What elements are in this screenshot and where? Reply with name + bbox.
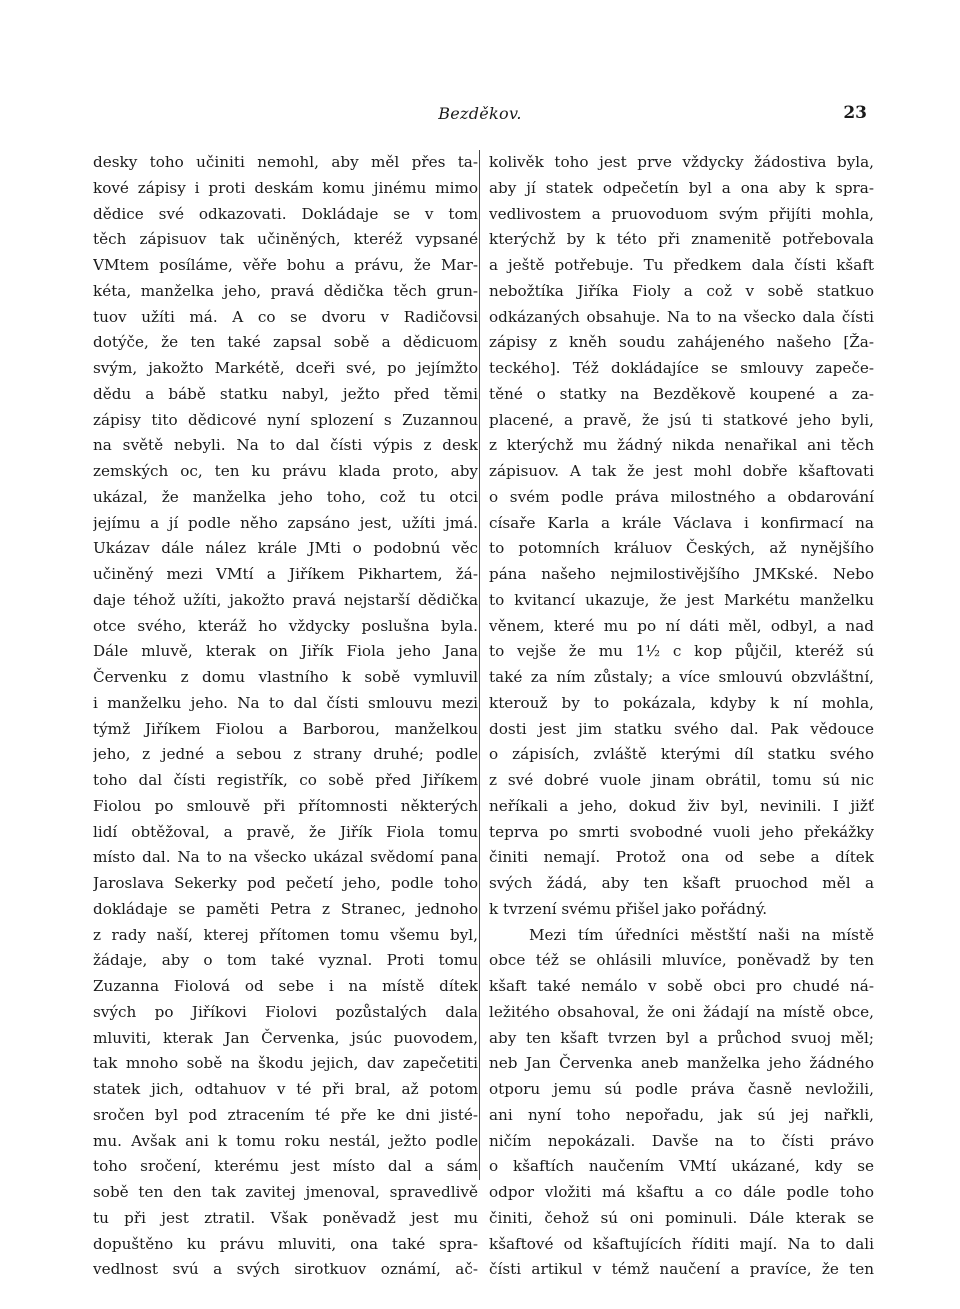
text-line: otporu jemu sú podle práva časně nevložili, <box>489 1080 874 1098</box>
text-line: jeho, z jedné a sebou z strany druhé; podle <box>93 745 478 764</box>
text-line: ukázal, že manželka jeho toho, což tu otci <box>93 487 478 506</box>
column-divider <box>479 150 480 1180</box>
text-line: obce též se ohlásili mluvíce, poněvadž by ten <box>489 951 874 970</box>
text-line: z rady naší, kterej přítomen tomu všemu byl, <box>93 925 478 944</box>
text-line: čísti artikul v témž naučení a pravíce, že ten <box>489 1260 874 1279</box>
text-line: kšaftové od kšaftujících říditi mají. Na to dali <box>489 1234 874 1253</box>
text-line: k tvrzení svému přišel jako pořádný. <box>489 899 768 918</box>
text-line: kové zápisy i proti deskám komu jinému mimo <box>93 178 478 197</box>
text-line: placené, a pravě, že jsú ti statkové jeho byli, <box>489 410 874 429</box>
text-line: Dále mluvě, kterak on Jiřík Fiola jeho Jana <box>93 642 478 661</box>
text-line: dotýče, že ten také zapsal sobě a dědicuom <box>93 333 478 352</box>
text-line: z své dobré vuole jinam obrátil, tomu sú nic <box>489 771 874 789</box>
text-line: dědice své odkazovati. Dokládaje se v tom <box>93 204 478 223</box>
text-line: císaře Karla a krále Václava i konfirmací na <box>489 513 874 532</box>
text-line: dopuštěno ku právu mluviti, ona také spra- <box>93 1234 478 1253</box>
text-line: žádaje, aby o tom také vyznal. Proti tomu <box>93 951 478 970</box>
text-line: pána našeho nejmilostivějšího JMKské. Nebo <box>489 565 874 583</box>
text-line: vedlivostem a pruovoduom svým přijíti mohla, <box>489 204 874 223</box>
text-line: teprva po smrti svobodné vuoli jeho překážky <box>489 822 874 841</box>
text-line: svých žádá, aby ten kšaft pruochod měl a <box>489 874 874 892</box>
text-line: místo dal. Na to na všecko ukázal svědomí pana <box>93 848 478 867</box>
text-line: ničím nepokázali. Davše na to čísti právo <box>489 1131 874 1150</box>
text-line: nebožtíka Jiříka Fioly a což v sobě statkuo <box>489 281 874 300</box>
text-line: statek jich, odtahuov v té při bral, až potom <box>93 1080 478 1098</box>
text-line: kterouž by to pokázala, kdyby k ní mohla, <box>489 693 874 712</box>
text-line: tuov užíti má. A co se dvoru v Radičovsi <box>93 307 478 326</box>
text-line: zemských oc, ten ku právu klada proto, aby <box>93 462 478 480</box>
text-line: ležitého obsahoval, že oni žádají na místě obce, <box>489 1002 874 1021</box>
running-header-title: Bezděkov. <box>438 104 522 123</box>
text-line: aby ten kšaft tvrzen byl a průchod svuoj měl; <box>489 1028 874 1047</box>
text-line: to vejše že mu 1½ c kop půjčil, kteréž sú <box>489 642 874 661</box>
text-line: dosti jest jim statku svého dal. Pak vědouce <box>489 719 874 738</box>
text-line: Červenku z domu vlastního k sobě vymluvil <box>93 668 478 686</box>
text-line: i manželku jeho. Na to dal čísti smlouvu mezi <box>93 693 478 712</box>
text-line: dokládaje se paměti Petra z Stranec, jednoho <box>93 899 478 918</box>
text-line: desky toho učiniti nemohl, aby měl přes ta- <box>93 153 478 171</box>
text-line: kolivěk toho jest prve vždycky žádostiva byla, <box>489 153 874 171</box>
text-line: neb Jan Červenka aneb manželka jeho žádného <box>489 1054 874 1073</box>
text-line: zápisy z kněh soudu zahájeného našeho [Ža- <box>489 333 874 352</box>
text-line: to potomních králuov Českých, až nynějšího <box>489 539 874 558</box>
text-line: aby jí statek odpečetín byl a ona aby k spra- <box>489 178 874 197</box>
text-line: toho sročení, kterému jest místo dal a sám <box>93 1157 478 1176</box>
text-line: o kšaftích naučením VMtí ukázané, kdy se <box>489 1157 874 1176</box>
text-line: o svém podle práva milostného a obdarování <box>489 487 874 506</box>
text-line: Zuzanna Fiolová od sebe i na místě dítek <box>93 977 478 995</box>
page-number: 23 <box>843 103 867 123</box>
text-line: kéta, manželka jeho, pravá dědička těch grun- <box>93 281 478 300</box>
text-line: Fiolou po smlouvě při přítomnosti některých <box>93 796 478 815</box>
text-line: neříkali a jeho, dokud živ byl, nevinili. I jižť <box>489 796 874 815</box>
text-line: těch zápisuov tak učiněných, kteréž vypsané <box>93 230 478 249</box>
text-line: zápisuov. A tak že jest mohl dobře kšaftovati <box>489 462 874 480</box>
text-line: Mezi tím úředníci městští naši na místě <box>529 925 874 944</box>
text-line: kšaft také nemálo v sobě obci pro chudé ná- <box>489 977 874 995</box>
text-line: sročen byl pod ztracením té pře ke dni jisté- <box>93 1105 478 1124</box>
text-line: také za ním zůstaly; a více smlouvú obzvláštní, <box>489 668 874 686</box>
text-line: zápisy tito dědicové nyní splození s Zuzannou <box>93 410 478 429</box>
text-line: dědu a bábě statku nabyl, ježto před těmi <box>93 384 478 403</box>
text-line: daje téhož užíti, jakožto pravá nejstarší dědička <box>93 590 478 609</box>
text-line: svých po Jiříkovi Fiolovi pozůstalých dala <box>93 1002 478 1021</box>
text-line: kterýchž by k této při znamenitě potřebovala <box>489 230 874 249</box>
text-line: tu při jest ztratil. Však poněvadž jest mu <box>93 1208 478 1227</box>
text-line: mu. Avšak ani k tomu roku nestál, ježto podle <box>93 1131 478 1150</box>
text-line: Jaroslava Sekerky pod pečetí jeho, podle toho <box>93 874 478 892</box>
text-line: činiti, čehož sú oni pominuli. Dále kterak se <box>489 1208 874 1227</box>
text-line: věnem, které mu po ní dáti měl, odbyl, a nad <box>489 616 874 635</box>
text-line: z kterýchž mu žádný nikda nenařikal ani těch <box>489 436 874 455</box>
text-line: těné o statky na Bezděkově koupené a za- <box>489 384 874 403</box>
text-line: sobě ten den tak zavitej jmenoval, spravedlivě <box>93 1183 478 1201</box>
text-line: ani nyní toho nepořadu, jak sú jej nařkli, <box>489 1105 874 1124</box>
text-line: svým, jakožto Markétě, dceři své, po jejímžto <box>93 359 478 377</box>
text-line: teckého]. Též dokládajíce se smlouvy zapeče- <box>489 359 874 377</box>
text-line: týmž Jiříkem Fiolou a Barborou, manželkou <box>93 719 478 738</box>
text-line: VMtem posíláme, věře bohu a právu, že Mar- <box>93 256 478 274</box>
text-line: a ještě potřebuje. Tu předkem dala čísti kšaft <box>489 256 874 274</box>
text-line: jejímu a jí podle něho zapsáno jest, užíti jmá. <box>93 513 478 532</box>
text-line: mluviti, kterak Jan Červenka, jsúc puovodem, <box>93 1028 478 1047</box>
text-line: to kvitancí ukazuje, že jest Markétu manželku <box>489 590 874 609</box>
text-line: toho dal čísti registřík, co sobě před Jiříkem <box>93 771 478 789</box>
text-line: lidí obtěžoval, a pravě, že Jiřík Fiola tomu <box>93 822 478 841</box>
left-text-column <box>93 150 478 1283</box>
text-line: učiněný mezi VMtí a Jiříkem Pikhartem, žá- <box>93 565 478 583</box>
text-line: otce svého, kteráž ho vždycky poslušna byla. <box>93 616 478 635</box>
text-line: na světě nebyli. Na to dal čísti výpis z desk <box>93 436 478 455</box>
text-line: o zápisích, zvláště kterými díl statku svého <box>489 745 874 764</box>
text-line: Ukázav dále nález krále JMti o podobnú věc <box>93 539 478 558</box>
text-line: tak mnoho sobě na škodu jejich, dav zapečetiti <box>93 1054 478 1073</box>
text-line: vedlnost svú a svých sirotkuov oznámí, ač- <box>93 1260 478 1279</box>
right-text-column <box>489 150 874 1283</box>
text-line: činiti nemají. Protož ona od sebe a dítek <box>489 848 874 867</box>
text-line: odkázaných obsahuje. Na to na všecko dala čísti <box>489 307 874 326</box>
text-line: odpor vložiti má kšaftu a co dále podle toho <box>489 1183 874 1201</box>
